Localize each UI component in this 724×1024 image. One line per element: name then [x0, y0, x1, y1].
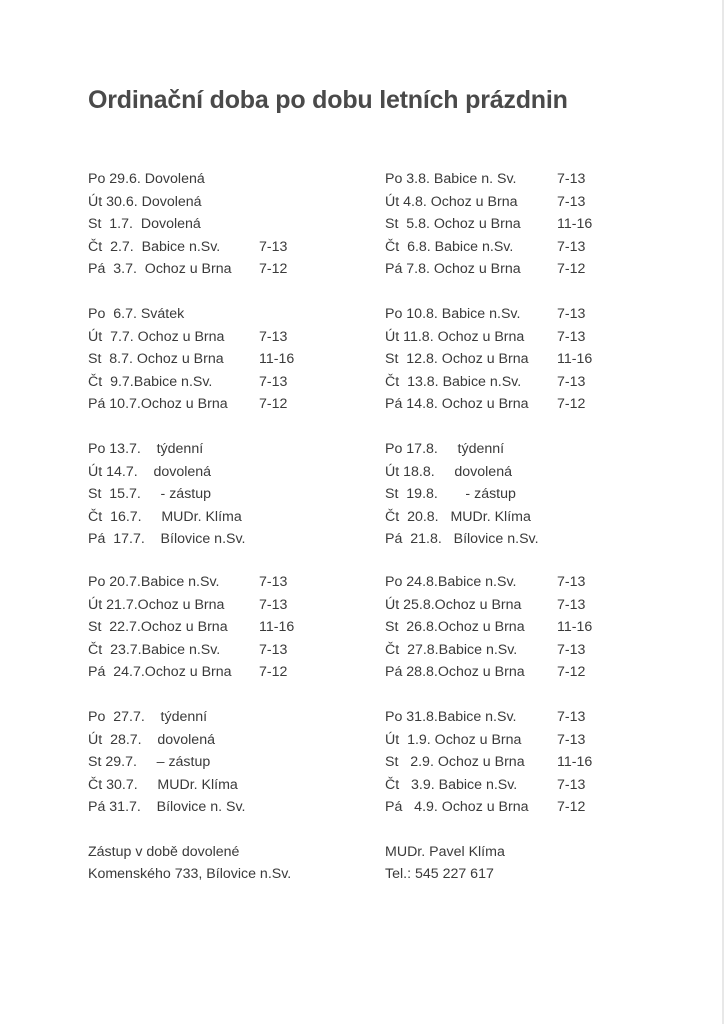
schedule-row — [385, 194, 645, 217]
hours: 7-13 — [557, 238, 586, 255]
hours: 11-16 — [259, 351, 295, 367]
hours: 11-16 — [557, 754, 593, 770]
day-location: Út 1.9. Ochoz u Brna — [385, 731, 522, 748]
day-location: Pá 10.7.Ochoz u Brna — [88, 396, 228, 412]
hours: 7-13 — [259, 641, 288, 658]
doctor-phone: Tel.: 545 227 617 — [385, 866, 494, 882]
schedule-row — [88, 732, 348, 755]
day-location: Po 20.7.Babice n.Sv. — [88, 574, 220, 590]
hours: 7-13 — [557, 193, 586, 210]
day-location: St 12.8. Ochoz u Brna — [385, 351, 529, 367]
schedule-row — [385, 351, 645, 374]
hours: 7-13 — [557, 596, 586, 613]
schedule-row — [88, 261, 348, 284]
schedule-row — [385, 754, 645, 777]
hours: 7-13 — [557, 776, 586, 793]
day-location: Čt 30.7. MUDr. Klíma — [88, 776, 238, 793]
schedule-block — [385, 171, 645, 284]
schedule-row — [88, 574, 348, 597]
hours: 7-13 — [259, 238, 288, 255]
schedule-row — [88, 777, 348, 800]
schedule-block — [385, 441, 645, 554]
day-location: St 15.7. - zástup — [88, 486, 212, 502]
schedule-row — [385, 732, 645, 755]
day-location: St 2.9. Ochoz u Brna — [385, 754, 525, 770]
day-location: Pá 28.8.Ochoz u Brna — [385, 664, 525, 680]
day-location: Pá 7.8. Ochoz u Brna — [385, 261, 521, 277]
schedule-row — [88, 799, 348, 822]
day-location: Po 29.6. Dovolená — [88, 171, 205, 187]
schedule-block — [385, 306, 645, 419]
day-location: St 5.8. Ochoz u Brna — [385, 216, 521, 232]
schedule-row — [88, 464, 348, 487]
day-location: Pá 3.7. Ochoz u Brna — [88, 261, 232, 277]
schedule-row — [385, 597, 645, 620]
hours: 7-13 — [557, 373, 586, 390]
day-location: Út 4.8. Ochoz u Brna — [385, 193, 518, 210]
schedule-row — [88, 329, 348, 352]
schedule-block — [88, 171, 348, 284]
schedule-row — [88, 664, 348, 687]
day-location: Pá 21.8. Bílovice n.Sv. — [385, 531, 539, 547]
day-location: Po 10.8. Babice n.Sv. — [385, 306, 521, 322]
schedule-row — [88, 374, 348, 397]
substitute-info — [88, 844, 291, 888]
day-location: Út 21.7.Ochoz u Brna — [88, 596, 225, 613]
schedule-row — [385, 509, 645, 532]
hours: 7-13 — [557, 641, 586, 658]
hours: 7-12 — [557, 261, 586, 277]
schedule-row — [88, 531, 348, 554]
schedule-block — [88, 306, 348, 419]
day-location: Čt 23.7.Babice n.Sv. — [88, 641, 221, 658]
doctor-name: MUDr. Pavel Klíma — [385, 844, 505, 860]
schedule-block — [88, 709, 348, 822]
schedule-row — [88, 709, 348, 732]
hours: 11-16 — [557, 351, 593, 367]
schedule-row — [88, 486, 348, 509]
schedule-row — [88, 619, 348, 642]
schedule-row — [385, 709, 645, 732]
schedule-block — [385, 574, 645, 687]
hours: 11-16 — [259, 619, 295, 635]
schedule-row — [88, 396, 348, 419]
schedule-row — [385, 306, 645, 329]
hours: 7-13 — [259, 328, 288, 345]
hours: 7-13 — [557, 328, 586, 345]
day-location: Út 14.7. dovolená — [88, 463, 212, 480]
schedule-block — [385, 709, 645, 822]
day-location: St 26.8.Ochoz u Brna — [385, 619, 525, 635]
schedule-row — [385, 216, 645, 239]
hours: 7-13 — [557, 171, 586, 187]
schedule-row — [385, 799, 645, 822]
schedule-row — [88, 754, 348, 777]
day-location: Út 25.8.Ochoz u Brna — [385, 596, 522, 613]
schedule-row — [385, 329, 645, 352]
schedule-row — [385, 261, 645, 284]
day-location: Po 17.8. týdenní — [385, 441, 505, 457]
hours: 11-16 — [557, 619, 593, 635]
day-location: St 19.8. - zástup — [385, 486, 516, 502]
schedule-row — [385, 441, 645, 464]
day-location: Út 11.8. Ochoz u Brna — [385, 328, 525, 345]
day-location: Po 27.7. týdenní — [88, 709, 208, 725]
day-location: Po 31.8.Babice n.Sv. — [385, 709, 517, 725]
schedule-row — [385, 374, 645, 397]
day-location: Pá 24.7.Ochoz u Brna — [88, 664, 232, 680]
hours: 7-13 — [557, 574, 586, 590]
schedule-row — [88, 597, 348, 620]
hours: 7-12 — [259, 261, 288, 277]
schedule-row — [88, 171, 348, 194]
schedule-row — [88, 509, 348, 532]
hours: 7-13 — [557, 709, 586, 725]
day-location: Čt 2.7. Babice n.Sv. — [88, 238, 221, 255]
day-location: Po 13.7. týdenní — [88, 441, 204, 457]
day-location: Pá 4.9. Ochoz u Brna — [385, 799, 529, 815]
schedule-row — [385, 642, 645, 665]
day-location: Čt 20.8. MUDr. Klíma — [385, 508, 531, 525]
schedule-row — [385, 396, 645, 419]
hours: 7-13 — [259, 596, 288, 613]
day-location: Čt 9.7.Babice n.Sv. — [88, 373, 213, 390]
hours: 7-13 — [557, 306, 586, 322]
schedule-row — [385, 574, 645, 597]
hours: 7-13 — [259, 373, 288, 390]
schedule-row — [88, 194, 348, 217]
hours: 7-12 — [259, 396, 288, 412]
schedule-row — [385, 664, 645, 687]
day-location: Po 3.8. Babice n. Sv. — [385, 171, 517, 187]
day-location: Čt 6.8. Babice n.Sv. — [385, 238, 514, 255]
day-location: Čt 13.8. Babice n.Sv. — [385, 373, 522, 390]
schedule-row — [88, 239, 348, 262]
schedule-row — [385, 464, 645, 487]
day-location: St 1.7. Dovolená — [88, 216, 201, 232]
schedule-row — [385, 486, 645, 509]
day-location: Pá 14.8. Ochoz u Brna — [385, 396, 529, 412]
schedule-row — [88, 351, 348, 374]
day-location: Pá 17.7. Bílovice n.Sv. — [88, 531, 246, 547]
schedule-row — [385, 239, 645, 262]
schedule-row — [385, 619, 645, 642]
schedule-row — [385, 171, 645, 194]
day-location: St 22.7.Ochoz u Brna — [88, 619, 228, 635]
schedule-row — [88, 642, 348, 665]
day-location: St 8.7. Ochoz u Brna — [88, 351, 224, 367]
hours: 7-12 — [259, 664, 288, 680]
hours: 7-13 — [259, 574, 288, 590]
hours: 7-12 — [557, 396, 586, 412]
day-location: St 29.7. – zástup — [88, 754, 211, 770]
hours: 7-12 — [557, 664, 586, 680]
substitute-address: Komenského 733, Bílovice n.Sv. — [88, 866, 292, 882]
hours: 7-12 — [557, 799, 586, 815]
substitute-label: Zástup v době dovolené — [88, 844, 240, 860]
schedule-row — [385, 777, 645, 800]
schedule-row — [385, 531, 645, 554]
day-location: Čt 3.9. Babice n.Sv. — [385, 776, 518, 793]
day-location: Út 7.7. Ochoz u Brna — [88, 328, 225, 345]
day-location: Čt 16.7. MUDr. Klíma — [88, 508, 242, 525]
schedule-row — [88, 216, 348, 239]
day-location: Pá 31.7. Bílovice n. Sv. — [88, 799, 246, 815]
hours: 7-13 — [557, 731, 586, 748]
hours: 11-16 — [557, 216, 593, 232]
day-location: Út 28.7. dovolená — [88, 731, 215, 748]
day-location: Út 30.6. Dovolená — [88, 193, 202, 210]
day-location: Po 24.8.Babice n.Sv. — [385, 574, 517, 590]
doctor-info — [385, 844, 505, 888]
day-location: Út 18.8. dovolená — [385, 463, 512, 480]
day-location: Po 6.7. Svátek — [88, 306, 185, 322]
schedule-block — [88, 574, 348, 687]
schedule-block — [88, 441, 348, 554]
schedule-row — [88, 441, 348, 464]
schedule-row — [88, 306, 348, 329]
page-title: Ordinační doba po dobu letních prázdnin — [88, 86, 568, 114]
day-location: Čt 27.8.Babice n.Sv. — [385, 641, 518, 658]
